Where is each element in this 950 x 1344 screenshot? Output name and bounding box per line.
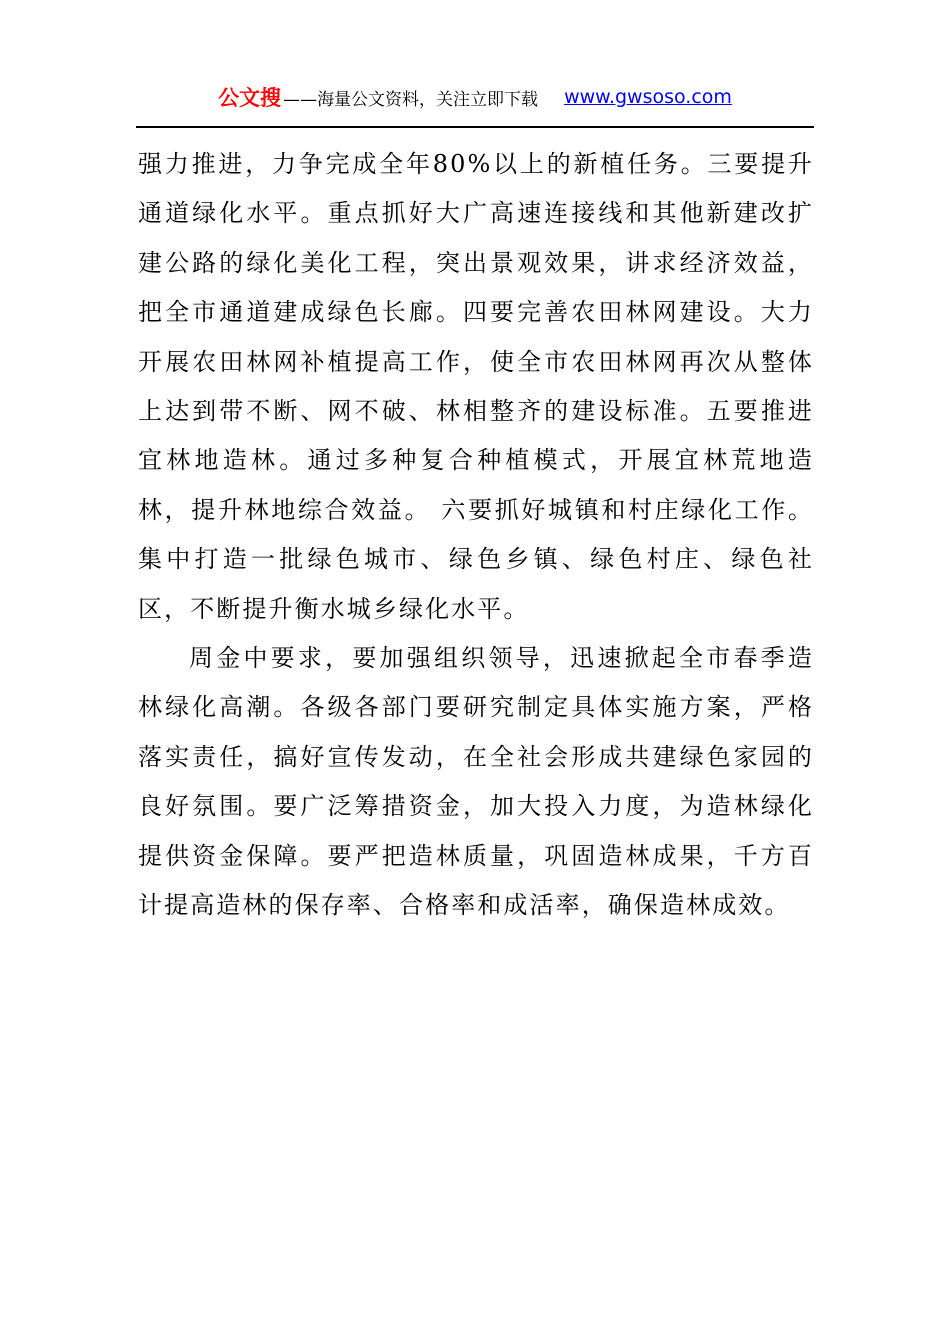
website-link[interactable]: www.gwsoso.com	[564, 86, 732, 108]
body-paragraph: 周金中要求，要加强组织领导，迅速掀起全市春季造林绿化高潮。各级各部门要研究制定具体实施方案，严格落实责任，搞好宣传发动，在全社会形成共建绿色家园的良好氛围。要广泛筹措资金，加大投入力度，为造林绿化提供资金保障。要严把造林质量，巩固造林成果，千方百计提高造林的保存率、合格率和成活率，确保造林成效。	[138, 644, 814, 920]
body-paragraph: 强力推进，力争完成全年80%以上的新植任务。三要提升通道绿化水平。重点抓好大广高速连接线和其他新建改扩建公路的绿化美化工程，突出景观效果，讲求经济效益，把全市通道建成绿色长廊。四要完善农田林网建设。大力开展农田林网补植提高工作，使全市农田林网再次从整体上达到带不断、网不破、林相整齐的建设标准。五要推进宜林地造林。通过多种复合种植模式，开展宜林荒地造林，提升林地综合效益。 六要抓好城镇和村庄绿化工作。集中打造一批绿色城市、绿色乡镇、绿色村庄、绿色社区，不断提升衡水城乡绿化水平。	[138, 150, 814, 623]
page-header	[136, 82, 814, 112]
brand-logo-text: 公文搜	[218, 86, 282, 110]
document-body	[138, 140, 814, 931]
header-tagline: ——海量公文资料，关注立即下载	[283, 89, 539, 110]
header-divider	[136, 126, 814, 128]
